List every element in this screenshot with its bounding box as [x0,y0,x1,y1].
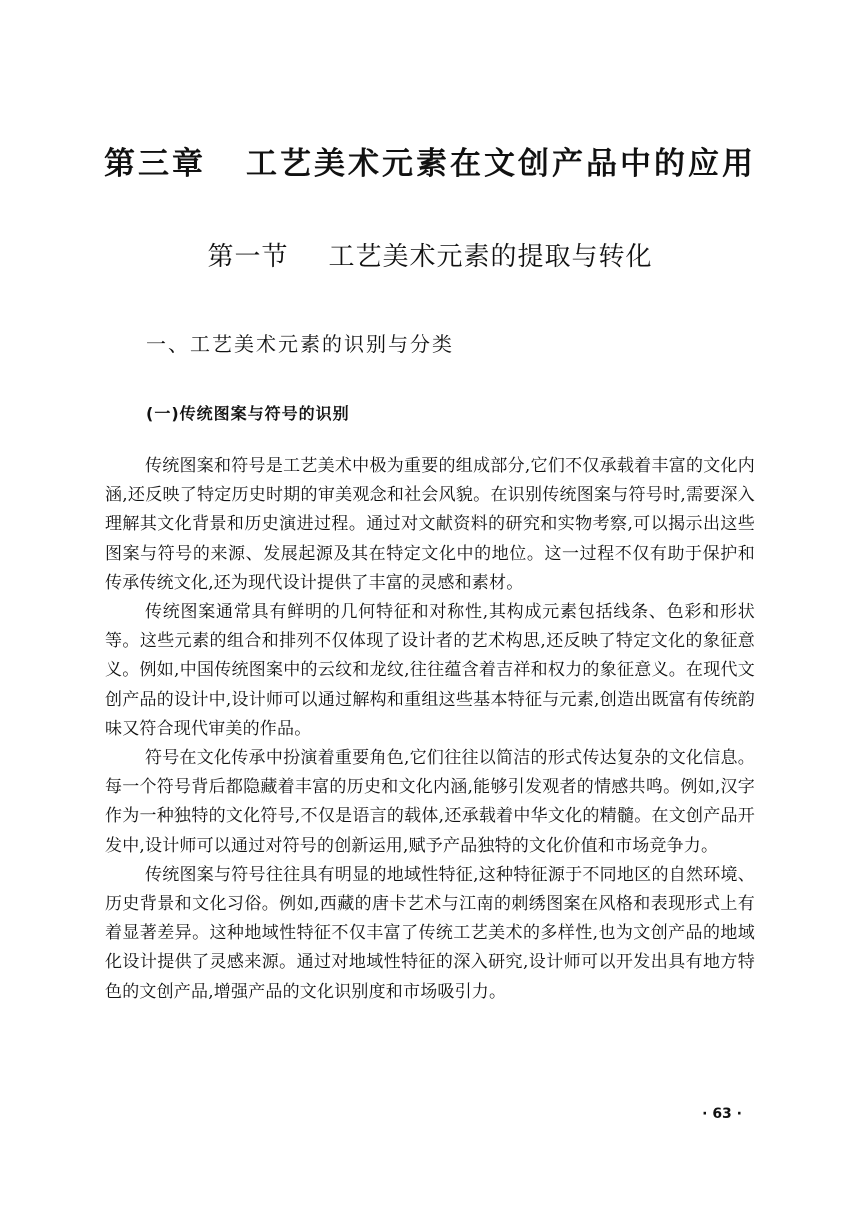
paragraph: 传统图案和符号是工艺美术中极为重要的组成部分,它们不仅承载着丰富的文化内涵,还反映了特定历史时期的审美观念和社会风貌。在识别传统图案与符号时,需要深入理解其文化背景和历史演进过程。通过对文献资料的研究和实物考察,可以揭示出这些图案与符号的来源、发展起源及其在特定文化中的地位。这一过程不仅有助于保护和传承传统文化,还为现代设计提供了丰富的灵感和素材。 [105,456,755,593]
section-title [0,236,860,273]
chapter-title-text: 工艺美术元素在文创产品中的应用 [246,146,756,182]
page-number: · 63 · [702,1106,742,1122]
chapter-number: 第三章 [104,146,206,182]
section-number: 第一节 [207,242,289,272]
paragraph: 传统图案通常具有鲜明的几何特征和对称性,其构成元素包括线条、色彩和形状等。这些元素的组合和排列不仅体现了设计者的艺术构思,还反映了特定文化的象征意义。例如,中国传统图案中的云纹和龙纹,往往蕴含着吉祥和权力的象征意义。在现代文创产品的设计中,设计师可以通过解构和重组这些基本特征与元素,创造出既富有传统韵味又符合现代审美的作品。 [105,602,755,739]
sub-subsection-heading: (一)传统图案与符号的识别 [146,404,350,423]
section-title-text: 工艺美术元素的提取与转化 [328,242,653,272]
chapter-title [0,138,860,183]
paragraph: 符号在文化传承中扮演着重要角色,它们往往以简洁的形式传达复杂的文化信息。每一个符号背后都隐藏着丰富的历史和文化内涵,能够引发观者的情感共鸣。例如,汉字作为一种独特的文化符号,不仅是语言的载体,还承载着中华文化的精髓。在文创产品开发中,设计师可以通过对符号的创新运用,赋予产品独特的文化价值和市场竞争力。 [105,748,755,856]
body-text [105,452,755,1007]
subsection-heading: 一、工艺美术元素的识别与分类 [146,332,454,356]
paragraph: 传统图案与符号往往具有明显的地域性特征,这种特征源于不同地区的自然环境、历史背景和文化习俗。例如,西藏的唐卡艺术与江南的刺绣图案在风格和表现形式上有着显著差异。这种地域性特征不仅丰富了传统工艺美术的多样性,也为文创产品的地域化设计提供了灵感来源。通过对地域性特征的深入研究,设计师可以开发出具有地方特色的文创产品,增强产品的文化识别度和市场吸引力。 [105,864,755,1002]
